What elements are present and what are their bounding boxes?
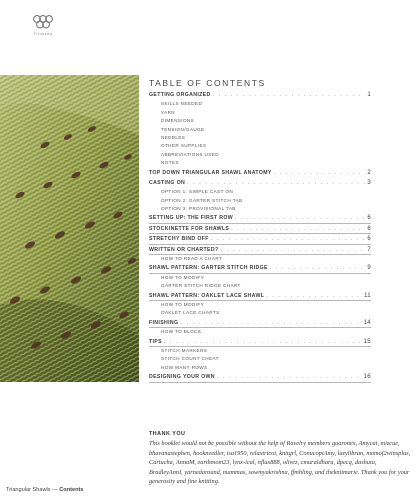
toc-subentry[interactable]: SKILLS NEEDED: [161, 101, 203, 107]
toc-page-number: 3: [367, 179, 371, 186]
toc-subentry[interactable]: OAKLET LACE CHARTS: [161, 310, 220, 316]
toc-leader-dots: [270, 265, 365, 271]
toc-entry-title: DESIGNING YOUR OWN: [149, 374, 215, 381]
toc-entry[interactable]: [149, 92, 371, 100]
toc-page-number: 11: [364, 292, 371, 299]
toc-page-number: 6: [367, 215, 371, 222]
toc-subentry[interactable]: STITCH COUNT CHEAT: [161, 356, 219, 362]
table-of-contents: [149, 78, 371, 383]
toc-entry[interactable]: [149, 236, 371, 244]
toc-entry-title: SETTING UP: THE FIRST ROW: [149, 215, 233, 222]
toc-title: TABLE OF CONTENTS: [149, 78, 266, 88]
logo-text: Tricksey: [33, 31, 53, 36]
knitted-lace-image: [0, 75, 139, 382]
toc-subentry[interactable]: OPTION 3: PROVISIONAL TAB: [161, 206, 236, 212]
toc-subentry[interactable]: HOW TO BLOCK: [161, 329, 202, 335]
toc-entry[interactable]: [149, 226, 371, 234]
toc-entry[interactable]: [149, 339, 371, 347]
thank-you-section: [149, 431, 411, 487]
toc-subentry[interactable]: YARN: [161, 109, 176, 115]
toc-leader-dots: [211, 236, 366, 242]
brand-logo: [24, 14, 62, 40]
toc-entry[interactable]: [149, 180, 371, 188]
toc-entry-title: STRETCHY BIND OFF: [149, 236, 209, 243]
toc-leader-dots: [217, 374, 362, 380]
toc-subentry[interactable]: TENSION/GAUGE: [161, 126, 205, 132]
toc-subentry[interactable]: HOW TO MODIFY: [161, 274, 205, 280]
toc-leader-dots: [231, 226, 365, 232]
toc-entry[interactable]: [149, 247, 371, 255]
toc-entry-title: SHAWL PATTERN: OAKLET LACE SHAWL: [149, 292, 265, 299]
toc-entry[interactable]: [149, 265, 371, 273]
toc-subentry[interactable]: HOW TO MODIFY: [161, 301, 205, 307]
footer-title: Triangular Shawls: [6, 487, 51, 493]
lace-shawl-photo: [0, 75, 139, 382]
toc-subentry[interactable]: GARTER STITCH RIDGE CHART: [161, 283, 241, 289]
toc-page-number: 9: [367, 265, 371, 272]
toc-leader-dots: [180, 320, 361, 326]
toc-entry-title: WRITTEN OR CHARTED?: [149, 246, 219, 253]
toc-subentry[interactable]: DIMENSIONS: [161, 118, 195, 124]
toc-subentry[interactable]: HOW MANY ROWS: [161, 364, 208, 370]
toc-subentry[interactable]: OPTION 1: SIMPLE CAST ON: [161, 189, 234, 195]
toc-leader-dots: [187, 180, 365, 186]
toc-leader-dots: [266, 293, 362, 299]
toc-page-number: 2: [367, 169, 371, 176]
toc-subentry[interactable]: STITCH MARKERS: [161, 347, 208, 353]
toc-entry[interactable]: [149, 320, 371, 328]
toc-entry-title: TIPS: [149, 338, 162, 345]
toc-leader-dots: [274, 170, 366, 176]
toc-page-number: 14: [363, 319, 371, 326]
toc-entry[interactable]: [149, 215, 371, 223]
page-footer: [6, 487, 84, 493]
toc-list: [149, 92, 371, 383]
toc-leader-dots: [220, 247, 365, 253]
toc-subentry[interactable]: OPTION 2: GARTER STITCH TAB: [161, 197, 243, 203]
toc-entry-title: STOCKINETTE FOR SHAWLS: [149, 225, 230, 232]
toc-entry-title: GETTING ORGANIZED: [149, 92, 211, 98]
toc-subentry[interactable]: OTHER SUPPLIES: [161, 143, 207, 149]
toc-subentry[interactable]: NOTES: [161, 160, 179, 166]
toc-subentry[interactable]: NEEDLES: [161, 134, 186, 140]
toc-entry-title: SHAWL PATTERN: GARTER STITCH RIDGE: [149, 265, 268, 272]
toc-leader-dots: [164, 339, 362, 345]
toc-entry-title: CASTING ON: [149, 179, 186, 186]
toc-entry[interactable]: [149, 374, 371, 382]
toc-page-number: 6: [367, 236, 371, 243]
toc-page-number: 1: [367, 92, 371, 98]
thank-you-text: This booklet would not be possible without the help of Ravelry members guaronex, Amycat, mizcue, bhavanastephen, hookneedler, isa1950, relaxtricot, knitgrl, ConucopiAmy, lazylibran, momof2winsplus, Cartucha, AnnaM, earthmom23, lynx-ical, nflux888, olivez, cmuraldhara, dpecq, dashuta, BradleyAnnI, yarnedaround, mammas, sowmyakrishna, ffmhling, and theknitmarie. Thank you for your generosity and fine knitting.: [149, 440, 411, 486]
toc-subentry[interactable]: ABBREVIATIONS USED: [161, 151, 219, 157]
toc-page-number: 7: [367, 246, 371, 253]
toc-entry[interactable]: [149, 170, 371, 178]
toc-subentry[interactable]: HOW TO READ A CHART: [161, 256, 223, 262]
footer-separator: —: [50, 487, 60, 493]
thank-you-heading: THANK YOU: [149, 431, 186, 437]
toc-page-number: 16: [363, 374, 371, 381]
toc-entry[interactable]: [149, 293, 371, 301]
toc-page-number: 6: [367, 225, 371, 232]
toc-page-number: 15: [363, 338, 371, 345]
toc-leader-dots: [213, 92, 366, 98]
toc-entry-title: TOP DOWN TRIANGULAR SHAWL ANATOMY: [149, 169, 272, 176]
footer-section: Contents: [59, 487, 84, 493]
toc-entry-title: FINISHING: [149, 319, 179, 326]
toc-leader-dots: [235, 215, 365, 221]
knot-logo-icon: [30, 14, 56, 30]
